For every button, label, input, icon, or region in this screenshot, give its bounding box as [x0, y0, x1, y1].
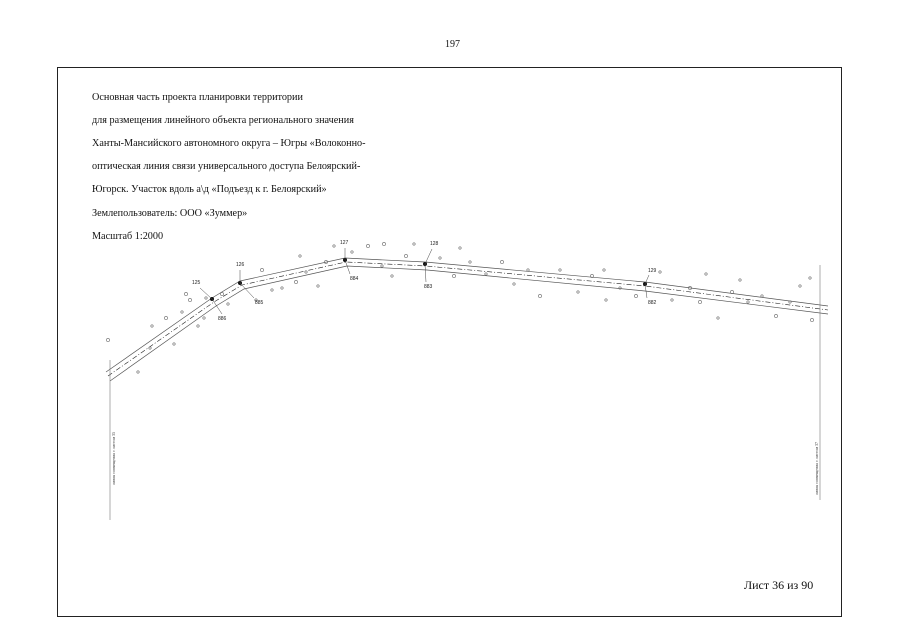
route-label: 125 [192, 280, 201, 286]
sheet-label: Лист 36 из 90 [744, 578, 814, 592]
terrain-symbol [299, 255, 301, 257]
terrain-symbol [106, 338, 109, 341]
terrain-symbol [305, 271, 307, 273]
terrain-symbol [538, 294, 541, 297]
route-label: 127 [340, 240, 349, 246]
terrain-symbol [351, 251, 353, 253]
terrain-symbol [559, 269, 561, 271]
route-markers [210, 258, 647, 301]
header-line: Ханты-Мансийского автономного округа – Югры «Волоконно- [92, 137, 366, 149]
terrain-symbol [294, 280, 297, 283]
terrain-symbol [381, 265, 383, 267]
terrain-symbol [459, 247, 461, 249]
terrain-symbol [671, 299, 673, 301]
terrain-symbol [809, 277, 811, 279]
terrain-symbol [500, 260, 503, 263]
terrain-symbol [149, 347, 151, 349]
terrain-symbol [281, 287, 283, 289]
terrain-symbol [603, 269, 605, 271]
header-line: для размещения линейного объекта регионального значения [92, 114, 354, 126]
terrain-symbol [469, 261, 471, 263]
route-sublabel: 884 [350, 276, 359, 282]
boundary-lines [110, 265, 820, 520]
scale-line: Масштаб 1:2000 [92, 230, 164, 242]
header-line: оптическая линия связи универсального доступа Белоярский- [92, 161, 361, 173]
route-labels [192, 240, 657, 322]
terrain-symbol [747, 301, 749, 303]
terrain-symbol [220, 292, 223, 295]
terrain-symbol [173, 343, 175, 345]
terrain-symbol [577, 291, 579, 293]
route-label: 126 [236, 262, 245, 268]
terrain-symbol [391, 275, 393, 277]
terrain-symbol [705, 273, 707, 275]
terrain-symbol [404, 254, 407, 257]
terrain-symbol [181, 311, 183, 313]
road-corridor [106, 258, 828, 381]
header-line: Югорск. Участок вдоль а\д «Подъезд к г. Белоярский» [92, 184, 327, 196]
terrain-symbol [188, 298, 191, 301]
page-number: 197 [445, 39, 460, 50]
route-sublabel: 882 [648, 300, 657, 306]
terrain-symbol [205, 297, 207, 299]
terrain-symbol [151, 325, 153, 327]
route-sublabel: 885 [255, 300, 264, 306]
terrain-symbol [184, 292, 187, 295]
terrain-symbol [164, 316, 167, 319]
terrain-symbol [810, 318, 813, 321]
terrain-symbol [452, 274, 455, 277]
route-label: 128 [430, 241, 439, 247]
terrain-symbol [634, 294, 637, 297]
terrain-symbol [203, 317, 205, 319]
terrain-symbol [739, 279, 741, 281]
route-sublabel: 886 [218, 316, 227, 322]
terrain-symbol [513, 283, 515, 285]
road-edge-right [110, 266, 828, 381]
road-edge-left [106, 258, 828, 372]
route-label: 129 [648, 268, 657, 274]
terrain-symbol [260, 268, 263, 271]
terrain-symbol [197, 325, 199, 327]
terrain-symbol [485, 273, 487, 275]
terrain-symbol [439, 257, 441, 259]
route-centerline [108, 262, 828, 376]
label-leaders [200, 248, 649, 314]
terrain-symbol [698, 300, 701, 303]
terrain-symbol [799, 285, 801, 287]
terrain-symbols [106, 242, 813, 373]
terrain-symbol [271, 289, 273, 291]
terrain-symbol [333, 245, 335, 247]
terrain-symbol [774, 314, 777, 317]
header-line: Землепользователь: ООО «Зуммер» [92, 207, 248, 219]
terrain-symbol [717, 317, 719, 319]
terrain-symbol [605, 299, 607, 301]
terrain-symbol [227, 303, 229, 305]
terrain-symbol [527, 269, 529, 271]
header-line: Основная часть проекта планировки территории [92, 91, 303, 103]
match-line-left-note: линия совмещения с листом 35 [111, 432, 116, 485]
terrain-symbol [137, 371, 139, 373]
terrain-symbol [761, 295, 763, 297]
match-line-right-note: линия совмещения с листом 37 [814, 442, 819, 495]
terrain-symbol [382, 242, 385, 245]
route-sublabel: 883 [424, 284, 433, 290]
terrain-symbol [317, 285, 319, 287]
terrain-symbol [659, 271, 661, 273]
terrain-symbol [366, 244, 369, 247]
terrain-symbol [413, 243, 415, 245]
